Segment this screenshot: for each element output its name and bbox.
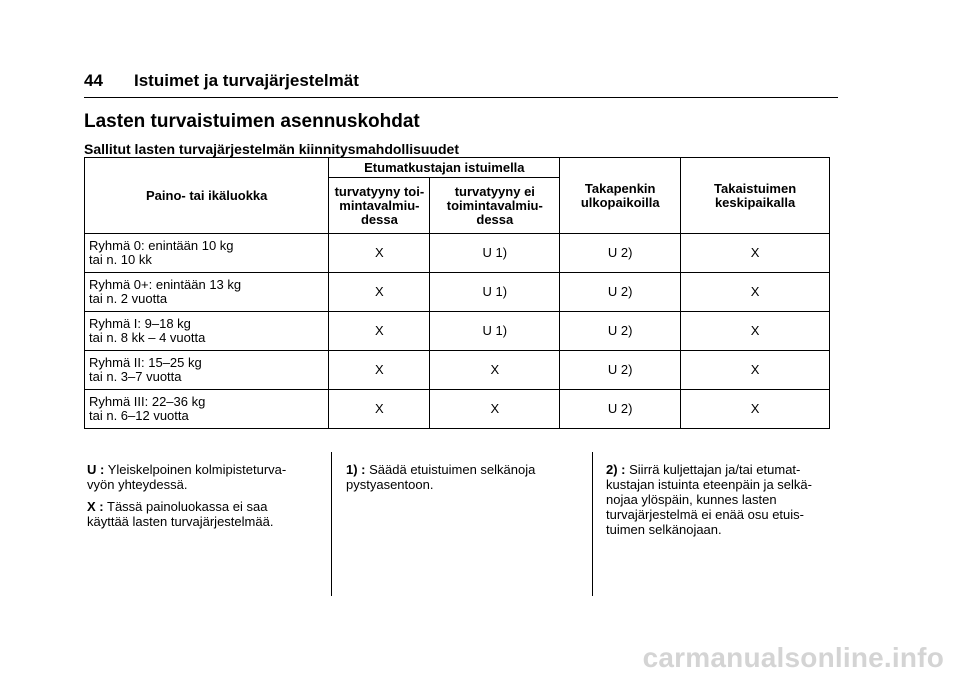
row-label: Ryhmä I: 9–18 kg tai n. 8 kk – 4 vuotta xyxy=(85,312,329,351)
column-divider xyxy=(331,452,332,596)
col-airbag-active-header: turvatyyny toi- mintavalmiu- dessa xyxy=(329,178,430,234)
subsection-title: Sallitut lasten turvajärjestelmän kiinnitysmahdollisuudet xyxy=(84,141,459,157)
child-seat-table xyxy=(84,157,830,429)
col-passenger-seat-header: Etumatkustajan istuimella xyxy=(329,158,560,178)
notes-column-2 xyxy=(346,462,581,499)
page-number: 44 xyxy=(84,71,103,90)
table-cell: X xyxy=(681,390,830,429)
table-cell: U 2) xyxy=(560,273,681,312)
table-cell: U 2) xyxy=(560,351,681,390)
row-label: Ryhmä 0: enintään 10 kg tai n. 10 kk xyxy=(85,234,329,273)
col-weight-header: Paino- tai ikäluokka xyxy=(85,158,329,234)
table-row xyxy=(85,234,830,273)
header-rule xyxy=(84,97,838,98)
table-row xyxy=(85,312,830,351)
col-rear-center-header: Takaistuimen keskipaikalla xyxy=(681,158,830,234)
table-cell: U 1) xyxy=(430,234,560,273)
note-text: Säädä etuistuimen selkänoja pystyasentoon. xyxy=(346,462,536,492)
page-header xyxy=(84,71,359,91)
table-cell: X xyxy=(430,390,560,429)
table-cell: X xyxy=(681,234,830,273)
row-label: Ryhmä III: 22–36 kg tai n. 6–12 vuotta xyxy=(85,390,329,429)
note-x xyxy=(87,499,317,529)
note-key: 1) : xyxy=(346,462,366,477)
note-u xyxy=(87,462,317,492)
table-row xyxy=(85,351,830,390)
col-airbag-inactive-header: turvatyyny ei toimintavalmiu- dessa xyxy=(430,178,560,234)
note-text: Yleiskelpoinen kolmipisteturva- vyön yhteydessä. xyxy=(87,462,287,492)
table-cell: U 1) xyxy=(430,273,560,312)
watermark-text: carmanualsonline.info xyxy=(642,642,944,673)
row-label: Ryhmä II: 15–25 kg tai n. 3–7 vuotta xyxy=(85,351,329,390)
table-cell: X xyxy=(329,312,430,351)
note-key: X : xyxy=(87,499,104,514)
column-divider xyxy=(592,452,593,596)
table-cell: X xyxy=(329,390,430,429)
table-row xyxy=(85,273,830,312)
table-cell: X xyxy=(329,273,430,312)
table-cell: X xyxy=(329,234,430,273)
chapter-title: Istuimet ja turvajärjestelmät xyxy=(134,71,359,90)
table-cell: X xyxy=(329,351,430,390)
row-label: Ryhmä 0+: enintään 13 kg tai n. 2 vuotta xyxy=(85,273,329,312)
note-key: 2) : xyxy=(606,462,626,477)
table-cell: U 2) xyxy=(560,390,681,429)
table-cell: X xyxy=(430,351,560,390)
table-cell: U 2) xyxy=(560,312,681,351)
table-row xyxy=(85,390,830,429)
note-1 xyxy=(346,462,581,492)
table-cell: X xyxy=(681,312,830,351)
table-cell: X xyxy=(681,273,830,312)
note-key: U : xyxy=(87,462,105,477)
note-2 xyxy=(606,462,840,537)
note-text: Siirrä kuljettajan ja/tai etumat- kustajan istuinta eteenpäin ja selkä- nojaa ylöspäin, kunnes lasten turvajärjestelmä ei enää osu etuis- tuimen selkänojaan. xyxy=(606,462,812,537)
table-cell: U 1) xyxy=(430,312,560,351)
section-title: Lasten turvaistuimen asennuskohdat xyxy=(84,111,420,132)
note-text: Tässä painoluokassa ei saa käyttää lasten turvajärjestelmää. xyxy=(87,499,274,529)
notes-column-3 xyxy=(606,462,840,544)
col-rear-outer-header: Takapenkin ulkopaikoilla xyxy=(560,158,681,234)
table-cell: U 2) xyxy=(560,234,681,273)
table-cell: X xyxy=(681,351,830,390)
notes-column-1 xyxy=(87,462,317,536)
